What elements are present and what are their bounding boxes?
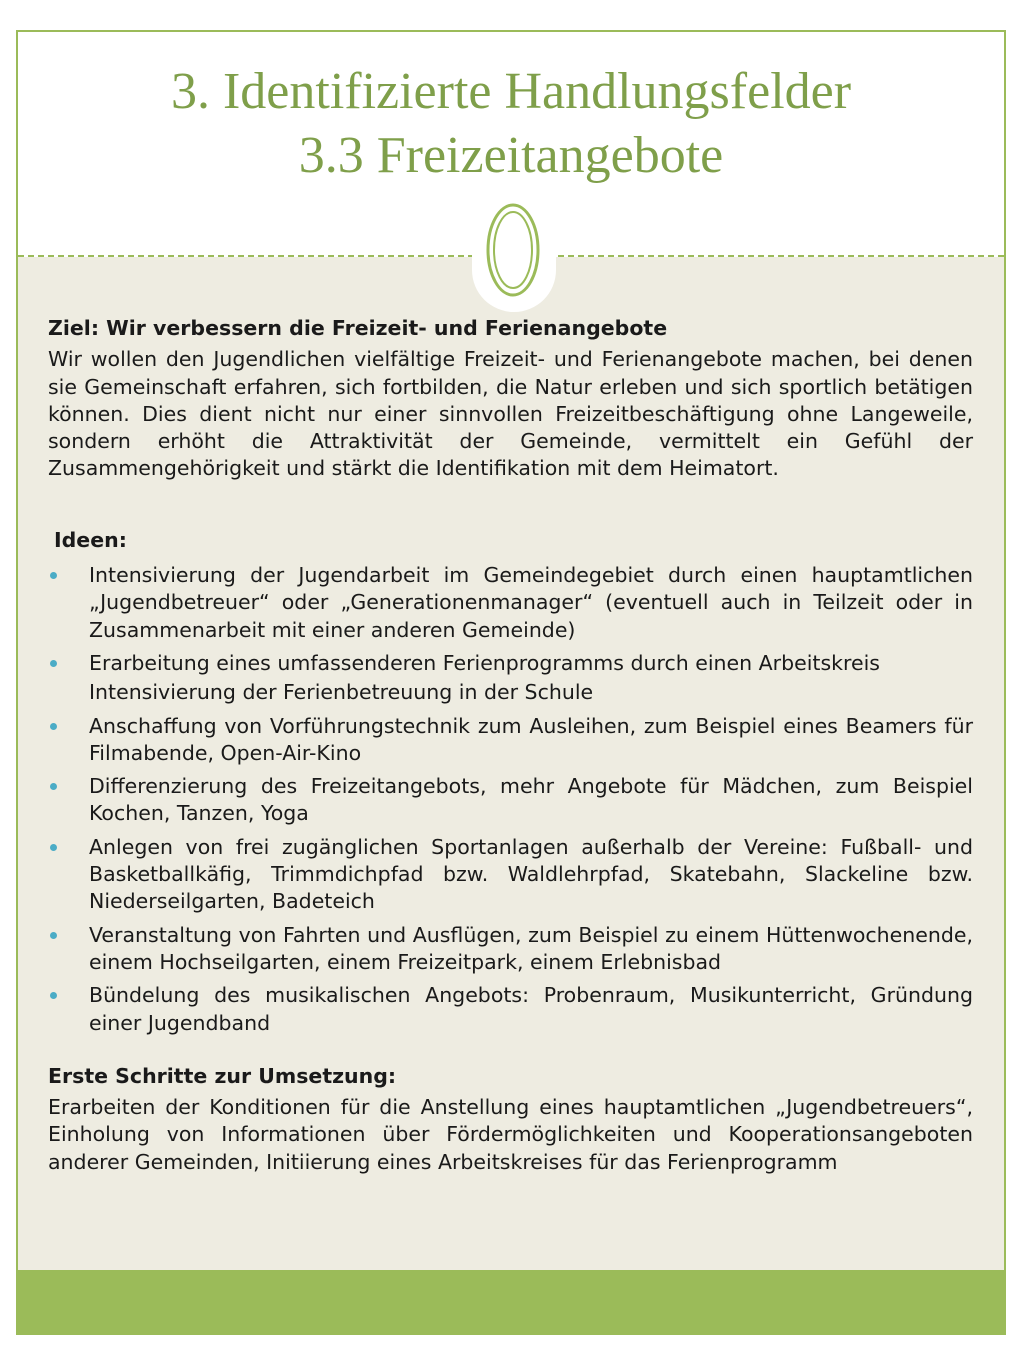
bullet-icon bbox=[50, 844, 57, 851]
list-item: Erarbeitung eines umfassenderen Ferienprogramms durch einen Arbeitskreis bbox=[48, 650, 973, 677]
list-item: Anlegen von frei zugänglichen Sportanlagen außerhalb der Vereine: Fußball- und Basketballkäfig, Trimmdichpfad bzw. Waldlehrpfad, Skatebahn, Slackeline bzw. Niederseilgarten, Badeteich bbox=[48, 834, 973, 916]
goal-text: Wir wollen den Jugendlichen vielfältige Freizeit- und Ferienangebote machen, bei denen sie Gemeinschaft erfahren, sich fortbilden, die Natur erleben und sich sportlich betätigen können. Dies dient nicht nur einer sinnvollen Freizeitbeschäftigung ohne Langeweile, sondern erhöht die Attraktivität der Gemeinde, vermittelt ein Gefühl der Zusammengehörigkeit und stärkt die Identifikation mit dem Heimatort. bbox=[48, 347, 973, 481]
list-item: Anschaffung von Vorführungstechnik zum Ausleihen, zum Beispiel eines Beamers für Filmabende, Open-Air-Kino bbox=[48, 713, 973, 768]
content-body bbox=[48, 315, 973, 1176]
slide bbox=[16, 30, 1006, 1335]
list-item: Veranstaltung von Fahrten und Ausflügen, zum Beispiel zu einem Hüttenwochenende, einem Hochseilgarten, einem Freizeitpark, einem Erlebnisbad bbox=[48, 922, 973, 977]
list-item: Differenzierung des Freizeitangebots, mehr Angebote für Mädchen, zum Beispiel Kochen, Tanzen, Yoga bbox=[48, 773, 973, 828]
slide-title bbox=[18, 60, 1004, 188]
oval-ornament-icon bbox=[485, 200, 541, 300]
goal-heading: Ziel: Wir verbessern die Freizeit- und Ferienangebote bbox=[48, 316, 668, 340]
list-item: Intensivierung der Ferienbetreuung in der Schule bbox=[89, 680, 594, 705]
bullet-icon bbox=[50, 572, 57, 579]
title-line-1: 3. Identifizierte Handlungsfelder bbox=[170, 63, 852, 120]
bullet-icon bbox=[50, 932, 57, 939]
list-item: Bündelung des musikalischen Angebots: Probenraum, Musikunterricht, Gründung einer Jugendband bbox=[48, 982, 973, 1037]
bullet-icon bbox=[50, 660, 57, 667]
ideas-list bbox=[48, 562, 973, 1037]
bullet-icon bbox=[50, 992, 57, 999]
list-item: Intensivierung der Jugendarbeit im Gemeindegebiet durch einen hauptamtlichen „Jugendbetreuer“ oder „Generationenmanager“ (eventuell auch in Teilzeit oder in Zusammenarbeit mit einer anderen Gemeinde) bbox=[48, 562, 973, 644]
steps-text: Erarbeiten der Konditionen für die Anstellung eines hauptamtlichen „Jugendbetreuers“, Einholung von Informationen über Fördermöglichkeiten und Kooperationsangeboten anderer Gemeinden, Initiierung eines Arbeitskreises für das Ferienprogramm bbox=[48, 1095, 973, 1174]
footer-bar bbox=[18, 1270, 1004, 1333]
title-line-2: 3.3 Freizeitangebote bbox=[298, 127, 724, 184]
bullet-icon bbox=[50, 723, 57, 730]
steps-heading: Erste Schritte zur Umsetzung: bbox=[48, 1063, 397, 1088]
ideas-heading: Ideen: bbox=[54, 527, 127, 552]
bullet-icon bbox=[50, 783, 57, 790]
